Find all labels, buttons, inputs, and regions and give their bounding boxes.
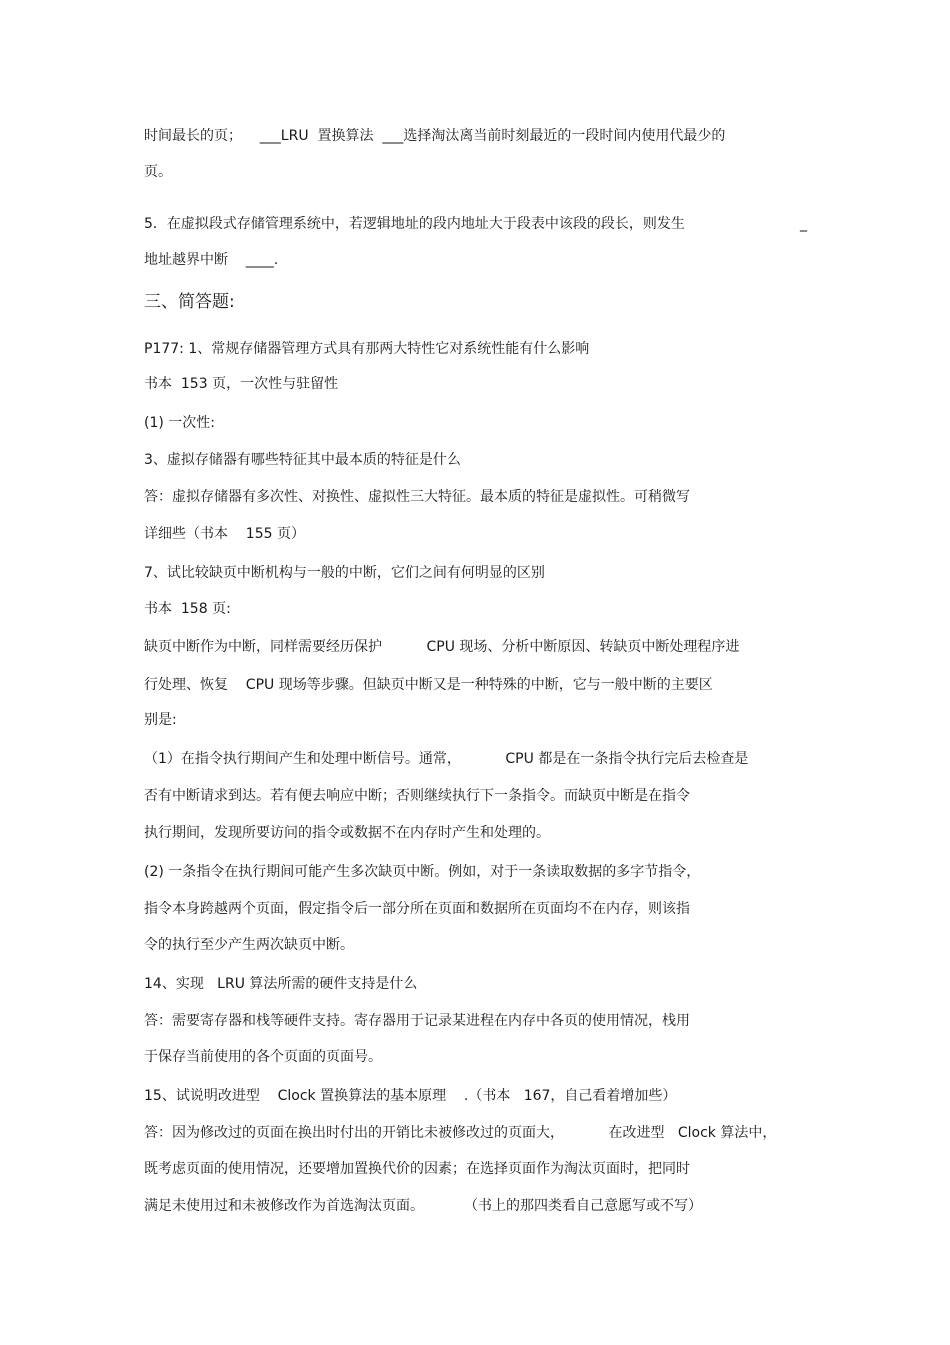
- answer-line: 于保存当前使用的各个页面的页面号。: [144, 1049, 382, 1065]
- question-3: 3、虚拟存储器有哪些特征其中最本质的特征是什么: [144, 452, 461, 468]
- section-heading: 三、简答题:: [144, 292, 235, 312]
- answer-line: 缺页中断作为中断，同样需要经历保护 CPU 现场、分析中断原因、转缺页中断处理程序进: [144, 639, 740, 655]
- answer-line: (2) 一条指令在执行期间可能产生多次缺页中断。例如，对于一条读取数据的多字节指令，: [144, 864, 701, 880]
- question-14: 14、实现 LRU 算法所需的硬件支持是什么: [144, 976, 418, 992]
- answer-line: （1）在指令执行期间产生和处理中断信号。通常， CPU 都是在一条指令执行完后去检查是: [144, 751, 749, 767]
- answer-blank: _: [800, 216, 807, 232]
- question-15: 15、试说明改进型 Clock 置换算法的基本原理 .（书本 167，自己看着增加些）: [144, 1088, 677, 1104]
- answer-line: 满足未使用过和未被修改作为首选淘汰页面。 （书上的那四类看自己意愿写或不写）: [144, 1198, 703, 1214]
- answer-line: 书本 158 页:: [144, 601, 231, 617]
- answer-line: 执行期间，发现所要访问的指令或数据不在内存时产生和处理的。: [144, 825, 550, 841]
- answer-line: 既考虑页面的使用情况，还要增加置换代价的因素；在选择页面作为淘汰页面时，把同时: [144, 1161, 690, 1177]
- answer-line: 答：虚拟存储器有多次性、对换性、虚拟性三大特征。最本质的特征是虚拟性。可稍微写: [144, 489, 690, 505]
- question-5: 5．在虚拟段式存储管理系统中，若逻辑地址的段内地址大于段表中该段的段长，则发生: [144, 216, 685, 232]
- question-7: 7、试比较缺页中断机构与一般的中断，它们之间有何明显的区别: [144, 565, 545, 581]
- answer-line: 答：因为修改过的页面在换出时付出的开销比未被修改过的页面大， 在改进型 Clock 算法中，: [144, 1125, 777, 1141]
- answer-line: 书本 153 页，一次性与驻留性: [144, 376, 339, 392]
- text-line: 时间最长的页； ___LRU 置换算法 ___选择淘汰离当前时刻最近的一段时间内使用代最少的: [144, 128, 726, 144]
- answer-line: 别是:: [144, 712, 177, 728]
- answer-line: 令的执行至少产生两次缺页中断。: [144, 937, 354, 953]
- answer-line: (1) 一次性:: [144, 415, 215, 431]
- answer-line: 指令本身跨越两个页面，假定指令后一部分所在页面和数据所在页面均不在内存，则该指: [144, 901, 690, 917]
- text-line: 页。: [144, 164, 172, 180]
- question-p177-1: P177: 1、常规存储器管理方式具有那两大特性它对系统性能有什么影响: [144, 341, 590, 357]
- answer-line: 否有中断请求到达。若有便去响应中断；否则继续执行下一条指令。而缺页中断是在指令: [144, 788, 690, 804]
- answer-line: 详细些（书本 155 页）: [144, 526, 305, 542]
- answer-line: 答：需要寄存器和栈等硬件支持。寄存器用于记录某进程在内存中各页的使用情况，栈用: [144, 1013, 690, 1029]
- answer-line: 行处理、恢复 CPU 现场等步骤。但缺页中断又是一种特殊的中断，它与一般中断的主要区: [144, 677, 713, 693]
- text-line: 地址越界中断 ____.: [144, 252, 279, 268]
